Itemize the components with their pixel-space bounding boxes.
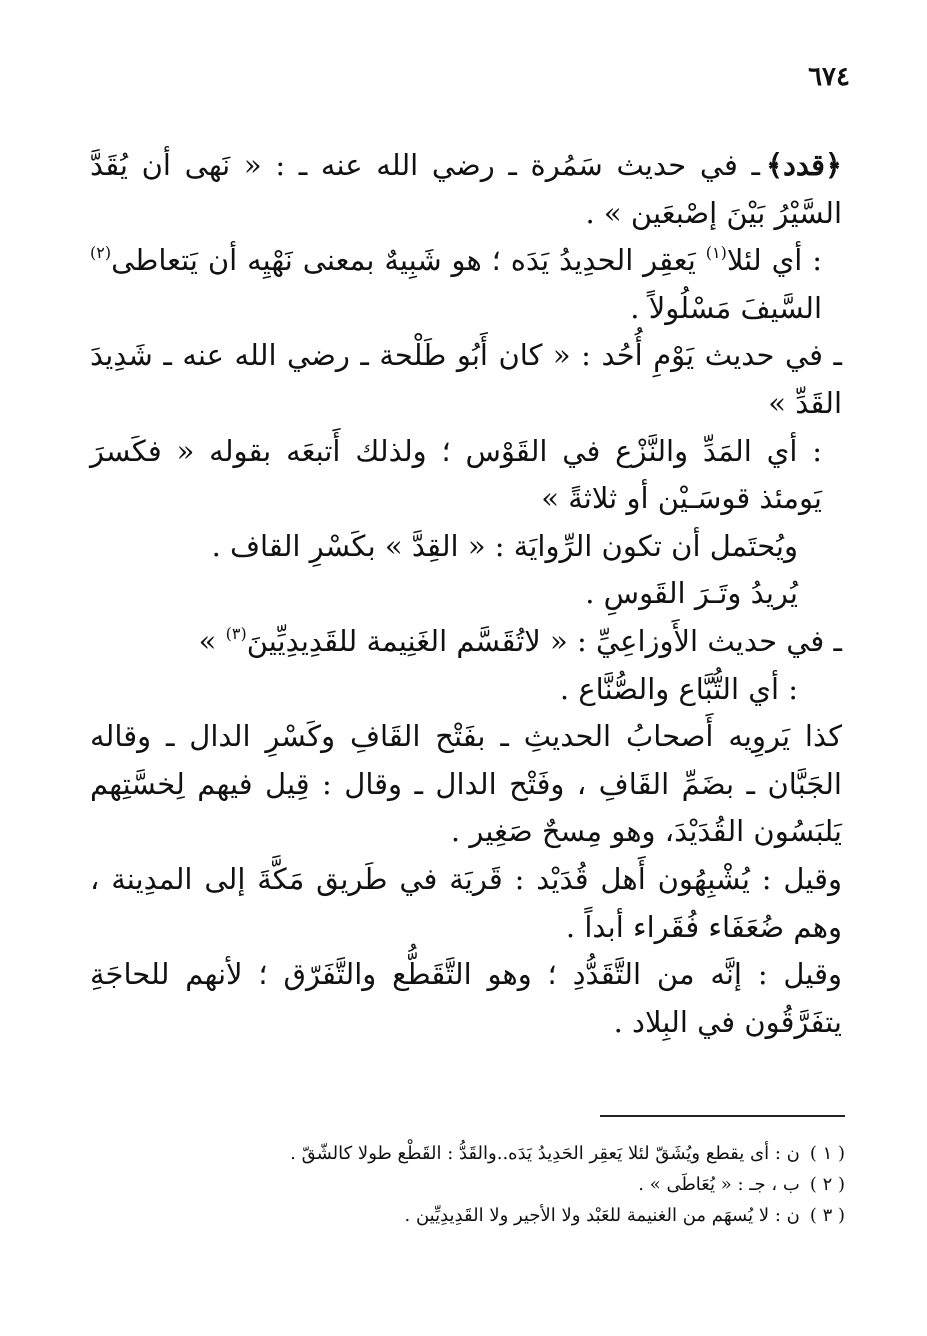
footnotes xyxy=(90,1138,845,1231)
footnote-text: ن : أى يقطع ويُشَقّ لئلا يَعقِر الحَدِيدُ يَدَه..والقَدُّ : القَطْع طولا كالشّقّ . xyxy=(290,1143,800,1164)
paragraph-text: يَعقِر الحدِيدُ يَدَه ؛ هو شَبِيهٌ بمعنى نَهْيِه أن يَتعاطى xyxy=(111,243,706,278)
entry-paragraph xyxy=(90,237,842,332)
footnote-number: ( ١ ) xyxy=(809,1143,845,1164)
footnote-separator xyxy=(600,1115,845,1117)
entry-paragraph xyxy=(90,428,842,523)
entry-body xyxy=(90,142,842,1046)
footnote-text: ن : لا يُسهَم من الغنيمة للعَبْد ولا الأجير ولا القَدِيدِيِّين . xyxy=(404,1205,800,1226)
paragraph-text: ـ في حديث يَوْمِ أُحُد : « كان أَبُو طَلْحة ـ رضي الله عنه ـ شَدِيدَ القَدِّ » xyxy=(90,338,842,420)
entry-paragraph xyxy=(90,142,842,237)
entry-keyword: ﴿قدد﴾ xyxy=(766,148,842,182)
footnote-number: ( ٢ ) xyxy=(809,1174,845,1195)
paragraph-text: كذا يَروِيه أَصحابُ الحديثِ ـ بفَتْح القَافِ وكَسْرِ الدال ـ وقاله الجَبَّان ـ بضَمِّ القَافِ ، وفَتْح الدال ـ وقال : قِيل فيهم لِخسَّتِهم يَلبَسُون القُدَيْدَ، وهو مِسحٌ صَغِير . xyxy=(90,719,842,849)
paragraph-text: ويُحتَمل أن تكون الرِّوايَة : « القِدَّ » بكَسْرِ القاف . xyxy=(211,528,798,563)
entry-paragraph xyxy=(90,523,842,571)
paragraph-text: يُريدُ وتَـرَ القَوسِ . xyxy=(585,576,798,611)
footnote-number: ( ٣ ) xyxy=(809,1205,845,1226)
paragraph-text: : أي لئلا xyxy=(726,243,822,278)
entry-paragraph xyxy=(90,951,842,1046)
footnote-ref: (٣) xyxy=(225,623,247,643)
footnote xyxy=(90,1200,845,1231)
entry-paragraph xyxy=(90,856,842,951)
paragraph-text: ـ في حديث سَمُرة ـ رضي الله عنه ـ : « نَهى أن يُقَدَّ السَّيْرُ بَيْنَ إصْبعَين » . xyxy=(90,148,842,230)
footnote-text: ب ، جـ : « يُعَاطَى » . xyxy=(638,1174,800,1195)
footnote xyxy=(90,1169,845,1200)
entry-paragraph xyxy=(90,713,842,856)
paragraph-text: وقيل : يُشْبِهُون أَهل قُدَيْد : قَريَة في طَريق مَكَّةَ إلى المدِينة ، وهم ضُعَفَاء فُقَراء أبداً . xyxy=(90,861,842,944)
entry-paragraph xyxy=(90,666,842,714)
paragraph-text: : أي المَدِّ والنَّزْع في القَوْس ؛ ولذلك أَتبعَه بقوله « فكَسرَ يَومئذ قوسَـيْن أو ثلاثةً » xyxy=(90,433,822,516)
footnote xyxy=(90,1138,845,1169)
footnote-ref: (٢) xyxy=(90,243,112,263)
paragraph-text: السَّيفَ مَسْلُولاً . xyxy=(630,290,822,325)
paragraph-text: » xyxy=(198,623,226,658)
page-number: ٦٧٤ xyxy=(808,62,850,92)
paragraph-text: وقيل : إنَّه من التَّقَدُّدِ ؛ وهو التَّقَطُّع والتَّفَرّق ؛ لأنهم للحاجَةِ يتفَرَّقُون في البِلاد . xyxy=(90,957,842,1039)
entry-paragraph xyxy=(90,332,842,427)
paragraph-text: ـ في حديث الأَوزاعِيِّ : « لاتُقَسَّم الغَنِيمة للقَدِيدِيِّينَ xyxy=(246,623,842,658)
entry-paragraph xyxy=(90,570,842,618)
footnote-ref: (١) xyxy=(705,243,727,263)
paragraph-text: : أي التُّبَّاع والصُّنَّاع . xyxy=(559,671,798,706)
entry-paragraph xyxy=(90,618,842,666)
